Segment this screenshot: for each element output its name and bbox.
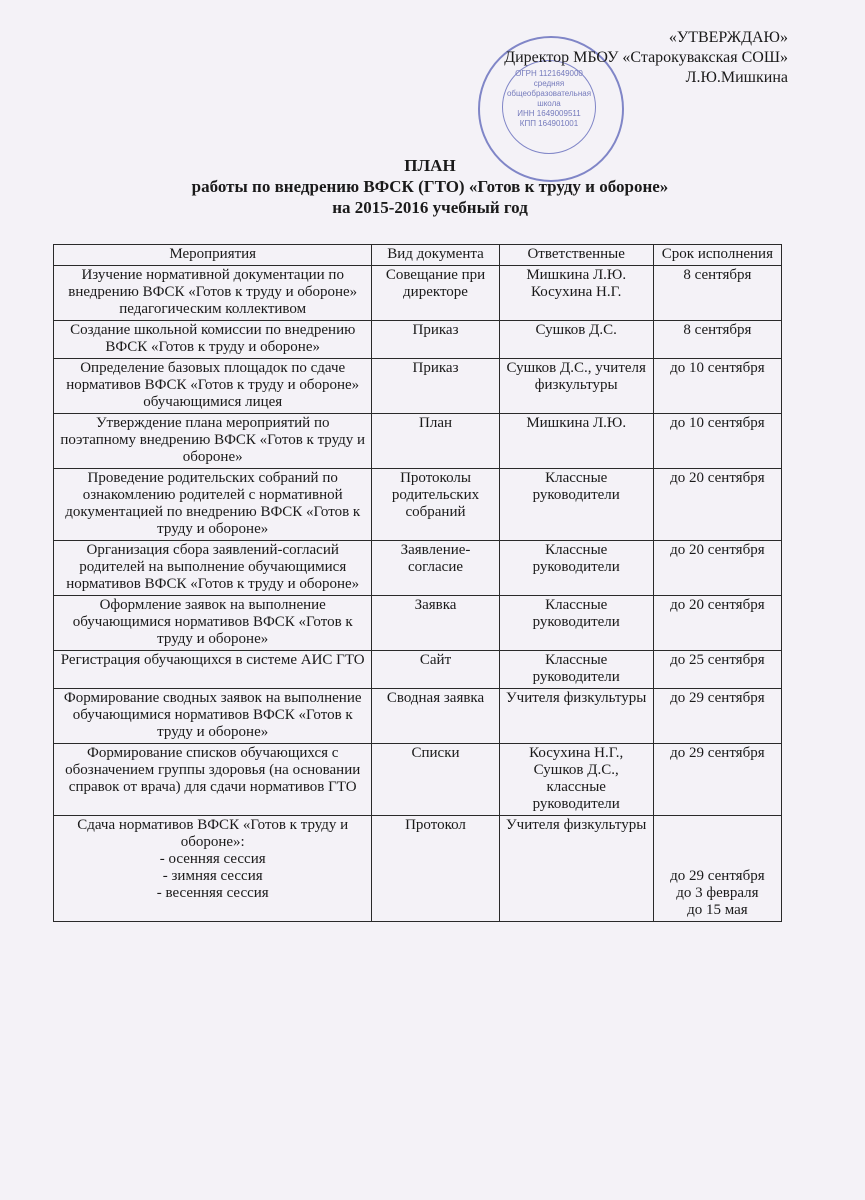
session-title: Сдача нормативов ВФСК «Готов к труду и обороне»:: [77, 817, 349, 850]
responsible-cell: Учителя физкультуры: [499, 689, 653, 744]
table-row: [54, 414, 782, 469]
table-row: [54, 469, 782, 541]
document-title: [60, 155, 800, 218]
doc-cell: Протоколы родительских собраний: [372, 469, 499, 541]
doc-cell: Приказ: [372, 321, 499, 359]
table-row: [54, 689, 782, 744]
header-cell: Вид документа: [372, 245, 499, 266]
responsible-cell: Классные руководители: [499, 596, 653, 651]
term-cell: 8 сентября: [653, 321, 781, 359]
doc-cell: Заявка: [372, 596, 499, 651]
doc-cell: Заявление-согласие: [372, 541, 499, 596]
plan-table: [53, 244, 782, 922]
term-cell: до 20 сентября: [653, 541, 781, 596]
approval-director: Директор МБОУ «Старокувакская СОШ»: [504, 49, 788, 66]
doc-cell: Протокол: [372, 816, 499, 922]
stamp-text-line: КПП 164901001: [519, 119, 579, 128]
title-line: работы по внедрению ВФСК (ГТО) «Готов к труду и обороне»: [191, 177, 669, 196]
session-item: - зимняя сессия: [162, 868, 263, 884]
responsible-cell: Классные руководители: [499, 469, 653, 541]
event-cell: Утверждение плана мероприятий по поэтапному внедрению ВФСК «Готов к труду и обороне»: [54, 414, 372, 469]
title-line: ПЛАН: [404, 156, 456, 175]
term-item: до 29 сентября: [670, 868, 765, 884]
responsible-cell: Сушков Д.С., учителя физкультуры: [499, 359, 653, 414]
term-cell: до 20 сентября: [653, 596, 781, 651]
event-cell: Формирование списков обучающихся с обозначением группы здоровья (на основании справок от врача) для сдачи нормативов ГТО: [54, 744, 372, 816]
table-row: [54, 266, 782, 321]
doc-cell: Совещание при директоре: [372, 266, 499, 321]
header-cell: Ответственные: [499, 245, 653, 266]
event-cell: Регистрация обучающихся в системе АИС ГТО: [54, 651, 372, 689]
term-item: до 3 февраля: [676, 885, 759, 901]
doc-cell: Приказ: [372, 359, 499, 414]
table-row: [54, 744, 782, 816]
term-item: до 15 мая: [687, 902, 748, 918]
doc-cell: План: [372, 414, 499, 469]
responsible-cell: Классные руководители: [499, 651, 653, 689]
responsible-cell: Классные руководители: [499, 541, 653, 596]
table-row: [54, 651, 782, 689]
event-cell: Формирование сводных заявок на выполнение обучающимися нормативов ВФСК «Готов к труду и обороне»: [54, 689, 372, 744]
responsible-cell: Сушков Д.С.: [499, 321, 653, 359]
term-cell: до 25 сентября: [653, 651, 781, 689]
stamp-text-line: ИНН 1649009511: [517, 109, 581, 118]
header-cell: Срок исполнения: [653, 245, 781, 266]
responsible-cell: Учителя физкультуры: [499, 816, 653, 922]
responsible-cell: Косухина Н.Г., Сушков Д.С., классные руководители: [499, 744, 653, 816]
header-cell: Мероприятия: [54, 245, 372, 266]
session-item: - осенняя сессия: [159, 851, 266, 867]
term-cell: до 29 сентября: [653, 744, 781, 816]
event-cell: Создание школьной комиссии по внедрению ВФСК «Готов к труду и обороне»: [54, 321, 372, 359]
term-cell: до 20 сентября: [653, 469, 781, 541]
table-row: [54, 816, 782, 922]
stamp-text-line: ОГРН 1121649000: [515, 69, 583, 78]
responsible-cell: Мишкина Л.Ю.: [499, 414, 653, 469]
event-cell: Изучение нормативной документации по внедрению ВФСК «Готов к труду и обороне» педагогическим коллективом: [54, 266, 372, 321]
doc-cell: Сайт: [372, 651, 499, 689]
event-cell: Оформление заявок на выполнение обучающимися нормативов ВФСК «Готов к труду и обороне»: [54, 596, 372, 651]
approval-block: [470, 28, 788, 88]
approval-label: «УТВЕРЖДАЮ»: [668, 29, 788, 46]
table-row: [54, 321, 782, 359]
event-cell: Определение базовых площадок по сдаче нормативов ВФСК «Готов к труду и обороне» обучающимися лицея: [54, 359, 372, 414]
doc-cell: Списки: [372, 744, 499, 816]
event-cell: [54, 816, 372, 922]
event-cell: Организация сбора заявлений-согласий родителей на выполнение обучающимися нормативов ВФСК «Готов к труду и обороне»: [54, 541, 372, 596]
table-row: [54, 596, 782, 651]
title-line: на 2015-2016 учебный год: [332, 198, 528, 217]
doc-cell: Сводная заявка: [372, 689, 499, 744]
table-row: [54, 541, 782, 596]
responsible-cell: Мишкина Л.Ю. Косухина Н.Г.: [499, 266, 653, 321]
term-cell: до 10 сентября: [653, 359, 781, 414]
session-item: - весенняя сессия: [156, 885, 269, 901]
term-list: [657, 817, 778, 919]
stamp-text-line: средняя общеобразовательная школа: [506, 79, 592, 108]
table-header-row: [54, 245, 782, 266]
term-cell: до 10 сентября: [653, 414, 781, 469]
approval-signature-name: Л.Ю.Мишкина: [685, 69, 788, 86]
term-cell: до 29 сентября: [653, 689, 781, 744]
term-cell: [653, 816, 781, 922]
event-cell: Проведение родительских собраний по ознакомлению родителей с нормативной документацией по внедрению ВФСК «Готов к труду и обороне»: [54, 469, 372, 541]
table-row: [54, 359, 782, 414]
term-cell: 8 сентября: [653, 266, 781, 321]
